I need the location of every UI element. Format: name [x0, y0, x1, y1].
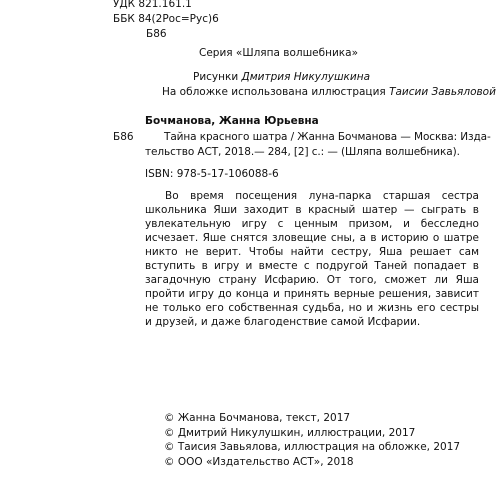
copyright-line: © Жанна Бочманова, текст, 2017	[164, 412, 351, 424]
cover-credit	[162, 86, 496, 98]
udk-code: УДК 821.161.1	[113, 0, 192, 10]
annotation-paragraph	[145, 189, 479, 329]
copyright-line: © ООО «Издательство АСТ», 2018	[164, 455, 354, 468]
copyright-line: © Таисия Завьялова, иллюстрация на обложке, 2017	[164, 441, 461, 453]
isbn: ISBN: 978-5-17-106088-6	[145, 168, 279, 180]
illustrator-name: Дмитрия Никулушкина	[241, 71, 371, 83]
author-sign-code: Б86	[146, 28, 167, 40]
cover-label: На обложке использована иллюстрация	[162, 86, 386, 98]
record-author: Бочманова, Жанна Юрьевна	[145, 115, 319, 127]
cover-artist-name: Таисии Завьяловой	[389, 86, 496, 98]
copyright-line: © Дмитрий Никулушкин, иллюстрации, 2017	[164, 426, 416, 439]
bbk-code: ББК 84(2Рос=Рус)6	[113, 13, 219, 25]
record-code: Б86	[113, 131, 134, 143]
record-line-1: Тайна красного шатра / Жанна Бочманова — Москва: Изда-	[164, 131, 491, 143]
illustrations-credit	[193, 71, 370, 83]
series-line: Серия «Шляпа волшебника»	[199, 47, 359, 59]
record-line-2: тельство АСТ, 2018.— 284, [2] с.: — (Шляпа волшебника).	[145, 146, 460, 158]
copyright-block	[164, 411, 460, 469]
annotation-text: Во время посещения луна-парка старшая сестра школьника Яши заходит в красный шатер — сыграть в увлекательную игру с ценным призом, и бесследно исчезает. Яше снятся зловещие сны, а в историю о шатре никто не верит. Чтобы найти сестру, Яша решает сам вступить в игру и вместе с подругой Таней попадает в загадочную страну Исфарию. От того, сможет ли Яша пройти игру до конца и принять верные решения, зависит не только его собственная судьба, но и жизнь его сестры и друзей, и даже благоденствие самой Исфарии.	[145, 190, 479, 328]
illustrations-label: Рисунки	[193, 71, 239, 83]
